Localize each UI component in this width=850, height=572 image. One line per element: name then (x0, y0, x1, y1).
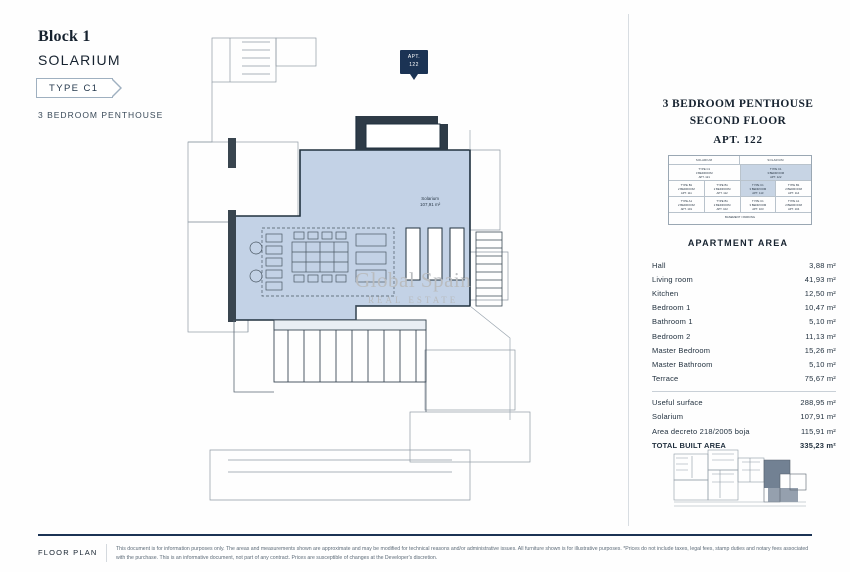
area-value: 5,10 m² (809, 317, 836, 327)
area-label: Master Bedroom (652, 345, 711, 355)
footer-rule (38, 534, 812, 536)
area-row (652, 272, 836, 286)
area-label: Terrace (652, 374, 679, 384)
mini-table-cell (669, 165, 741, 181)
area-value: 12,50 m² (804, 288, 836, 298)
mini-table-cell: TYPE B1 2 BEDROOM APT. 111 (669, 181, 705, 197)
cell-beds: 3 BEDROOM (695, 170, 713, 175)
floor-plan-drawing (170, 20, 590, 520)
solarium-area-label (420, 196, 440, 209)
area-row (652, 329, 836, 343)
mini-table-cell: TYPE A1 2 BEDROOM APT. 101 (669, 197, 705, 213)
mini-table-header-right: SOLARIUM (740, 156, 811, 165)
total-value: 288,95 m² (800, 398, 836, 408)
footer-disclaimer: This document is for information purposes only. The areas and measurements shown are approximate and may be modified for technical reasons and/or administrative issues. All furniture shown is for illustrative purposes. *Prices do not include taxes, legal fees, stamp duties and notary fees associated with the purchase. This is an informative document, not part of any contract. Prices are susceptible of changes at the Developer's discretion. (116, 546, 809, 561)
solarium-area-value: 107,91 m² (420, 202, 441, 208)
area-label: Living room (652, 274, 693, 284)
solarium-area-name: Solarium (421, 196, 440, 201)
total-row (652, 424, 836, 438)
mini-table-cell: TYPE A1 2 BEDROOM APT. 104 (776, 197, 811, 213)
area-label: Hall (652, 260, 666, 270)
area-label: Bedroom 2 (652, 331, 691, 341)
total-label: Area decreto 218/2005 boja (652, 426, 750, 436)
table-row (669, 165, 811, 181)
apartment-title-line2: SECOND FLOOR (689, 114, 787, 127)
area-value: 75,67 m² (804, 374, 836, 384)
type-tag-label: TYPE C1 (49, 82, 99, 94)
right-panel (640, 0, 850, 530)
mini-table-cell: TYPE B1 2 BEDROOM APT. 102 (705, 197, 741, 213)
block-title: Block 1 (38, 28, 91, 45)
total-value: 107,91 m² (800, 412, 836, 422)
apartment-title (640, 96, 836, 129)
unit-subtitle: 3 BEDROOM PENTHOUSE (38, 110, 164, 120)
cell-type: TYPE C1 (769, 166, 782, 171)
area-value: 10,47 m² (804, 303, 836, 313)
type-tag (36, 78, 113, 98)
footer-label: FLOOR PLAN (38, 548, 98, 557)
table-row (669, 213, 811, 224)
mini-table-header-left: SOLARIUM (669, 156, 740, 165)
mini-table-cell-selected (741, 165, 812, 181)
area-row (652, 286, 836, 300)
watermark-brand: Global Spain (355, 268, 472, 292)
area-value: 15,26 m² (804, 345, 836, 355)
cell-type: TYPE C1 (698, 166, 711, 171)
area-label: Master Bathroom (652, 359, 713, 369)
mini-table-cell-selected: TYPE C1 3 BEDROOM APT. 113 (741, 181, 777, 197)
apartment-title-line1: 3 BEDROOM PENTHOUSE (662, 98, 814, 110)
footer-separator (106, 544, 107, 562)
table-row (669, 181, 811, 197)
apt-marker-line1: APT. (407, 54, 421, 60)
section-title: SOLARIUM (38, 52, 121, 68)
apt-marker-line2: 122 (409, 61, 419, 68)
area-separator (652, 391, 836, 392)
cell-apt: APT. 121 (698, 174, 710, 179)
area-row (652, 372, 836, 386)
mini-table-footer: BASEMENT / PARKING (724, 214, 756, 219)
area-value: 11,13 m² (805, 331, 836, 341)
total-value: 335,23 m² (800, 440, 836, 450)
watermark-tagline: REAL ESTATE (368, 295, 459, 305)
apartment-area-list (652, 258, 836, 452)
total-label: Useful surface (652, 398, 703, 408)
area-value: 41,93 m² (804, 274, 836, 284)
total-row (652, 410, 836, 424)
key-plan-thumbnail (668, 444, 816, 516)
area-label: Bedroom 1 (652, 303, 691, 313)
apartment-area-heading: APARTMENT AREA (687, 238, 789, 248)
total-row (652, 396, 836, 410)
total-label: Solarium (652, 412, 684, 422)
table-row (669, 156, 811, 165)
total-value: 115,91 m² (800, 426, 836, 436)
area-row (652, 343, 836, 357)
area-value: 5,10 m² (809, 359, 836, 369)
area-row (652, 301, 836, 315)
mini-table-cell: TYPE B1 2 BEDROOM APT. 114 (776, 181, 811, 197)
area-row (652, 315, 836, 329)
panel-divider (628, 14, 629, 526)
area-label: Kitchen (652, 288, 679, 298)
type-tag-arrow-icon (112, 78, 122, 98)
area-label: Bathroom 1 (652, 317, 693, 327)
apt-marker-badge (400, 50, 428, 74)
building-level-table (668, 155, 812, 225)
area-row (652, 258, 836, 272)
mini-table-cell: TYPE B1 2 BEDROOM APT. 112 (705, 181, 741, 197)
apartment-number: APT. 122 (713, 134, 763, 146)
mini-table-cell: TYPE C1 3 BEDROOM APT. 103 (741, 197, 777, 213)
cell-beds: 3 BEDROOM (767, 170, 785, 175)
area-row (652, 357, 836, 371)
cell-apt: APT. 122 (770, 174, 782, 179)
table-row (669, 197, 811, 213)
total-label: TOTAL BUILT AREA (652, 440, 727, 450)
area-value: 3,88 m² (809, 260, 836, 270)
